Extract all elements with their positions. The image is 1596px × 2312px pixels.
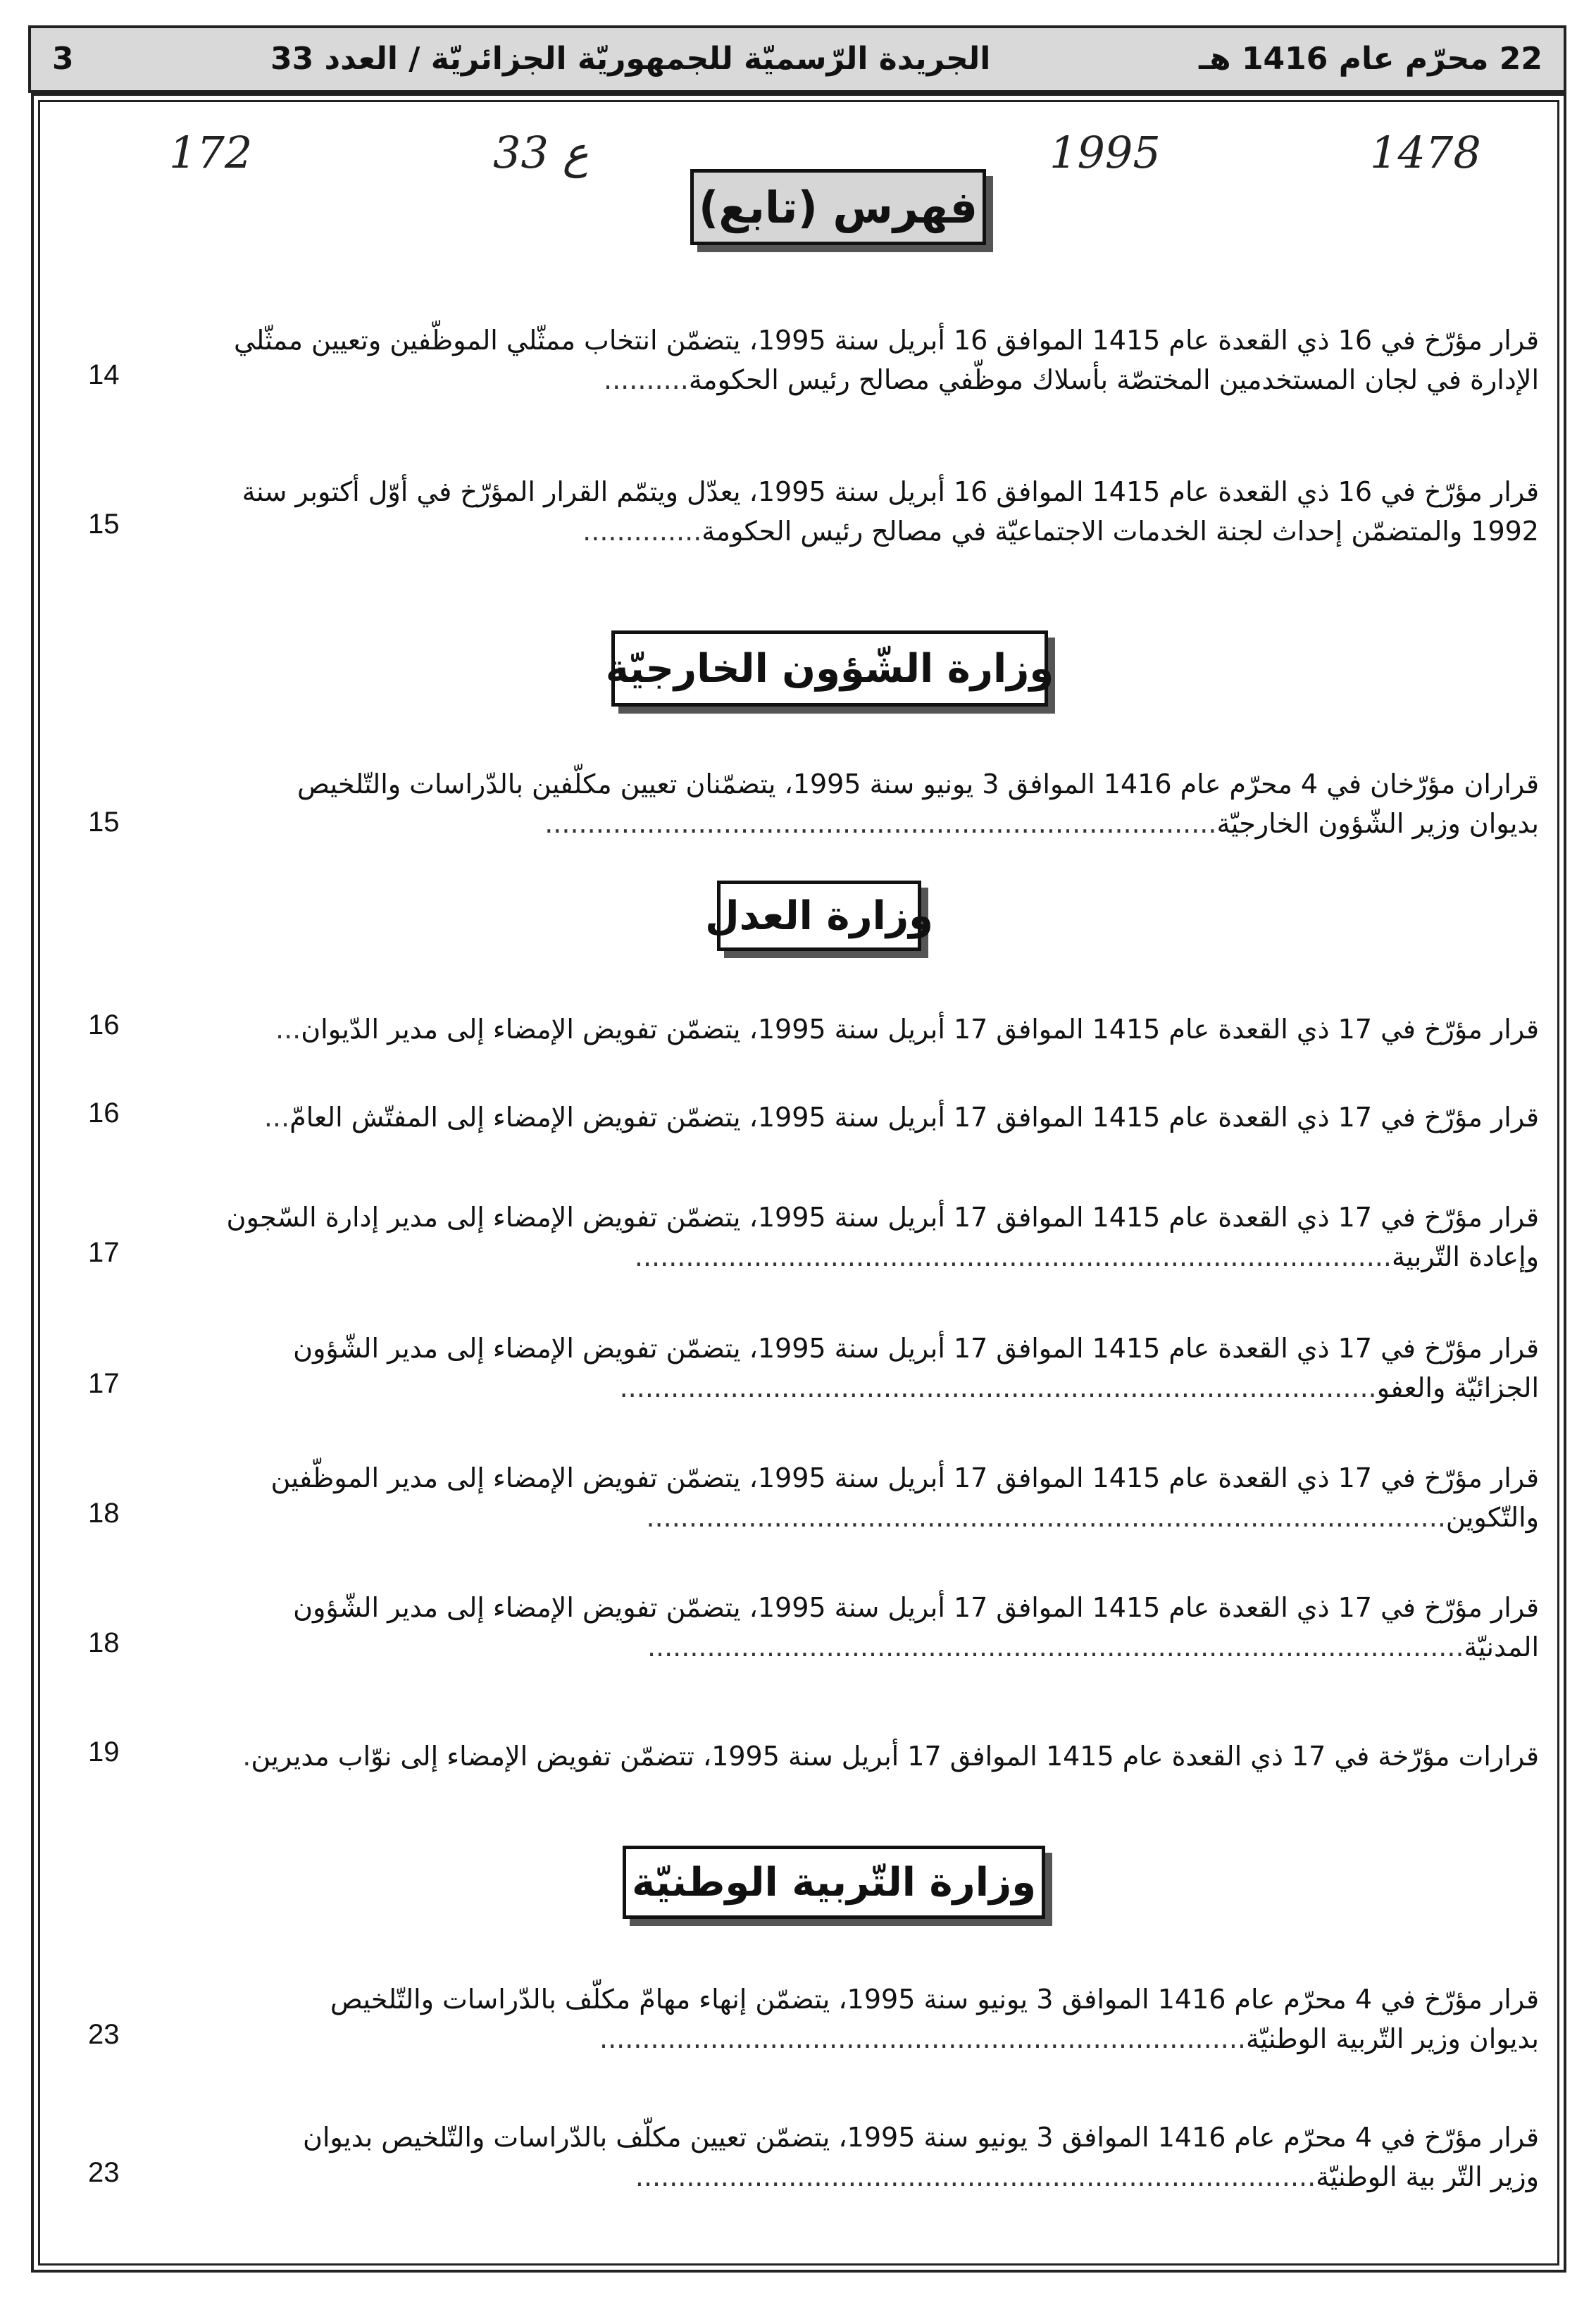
page-ref: 19: [88, 1736, 120, 1767]
page-ref: 15: [88, 509, 120, 540]
entry-line: قرار مؤرّخ في 17 ذي القعدة عام 1415 الموافق 17 أبريل سنة 1995، يتضمّن تفويض الإمضاء إلى مدير الدّيوان: [301, 1014, 1539, 1045]
page-ref: 17: [88, 1368, 120, 1399]
entry-line: قرارات مؤرّخة في 17 ذي القعدة عام 1415 الموافق 17 أبريل سنة 1995، تتضمّن تفويض الإمضاء إلى نوّاب مديرين: [251, 1741, 1539, 1772]
page-ref: 23: [88, 2019, 120, 2050]
page-ref: 16: [88, 1098, 120, 1129]
toc-entry: قرار مؤرّخ في 17 ذي القعدة عام 1415 الموافق 17 أبريل سنة 1995، يتضمّن تفويض الإمضاء إلى مدير الموظّفين والتّكوين..............................................................................................: [85, 1458, 1539, 1537]
section-heading: وزارة الشّؤون الخارجيّة: [611, 630, 1048, 707]
entry-line: قرار مؤرّخ في 17 ذي القعدة عام 1415 الموافق 17 أبريل سنة 1995، يتضمّن تفويض الإمضاء إلى مدير الموظّفين: [270, 1462, 1539, 1493]
page-title: فهرس (تابع): [690, 169, 986, 245]
entry-line: وزير التّر بية الوطنيّة: [1316, 2161, 1539, 2192]
toc-entry: قرار مؤرّخ في 4 محرّم عام 1416 الموافق 3 يونيو سنة 1995، يتضمّن تعيين مكلّف بالدّراسات والتّلخيص بديوان وزير التّر بية الوطنيّة................................................................................: [85, 2118, 1539, 2196]
toc-entry: قرار مؤرّخ في 16 ذي القعدة عام 1415 الموافق 16 أبريل سنة 1995، يعدّل ويتمّم القرار المؤرّخ في أوّل أكتوبر سنة 1992 والمتضمّن إحداث لجنة الخدمات الاجتماعيّة في مصالح رئيس الحكومة..............: [85, 472, 1539, 551]
entry-line: والتّكوين: [1445, 1502, 1539, 1533]
handwritten-note: 1995: [1049, 127, 1161, 178]
toc-entry: قراران مؤرّخان في 4 محرّم عام 1416 الموافق 3 يونيو سنة 1995، يتضمّنان تعيين مكلّفين بالدّراسات والتّلخيص بديوان وزير الشّؤون الخارجيّة...............................................................................: [85, 764, 1539, 843]
toc-entry: قرار مؤرّخ في 17 ذي القعدة عام 1415 الموافق 17 أبريل سنة 1995، يتضمّن تفويض الإمضاء إلى مدير الشّؤون المدنيّة................................................................................................: [85, 1588, 1539, 1667]
entry-line: المدنيّة: [1464, 1632, 1539, 1662]
entry-line: قرار مؤرّخ في 16 ذي القعدة عام 1415 الموافق 16 أبريل سنة 1995، يعدّل ويتمّم القرار المؤرّخ في أوّل أكتوبر سنة: [242, 476, 1539, 507]
handwritten-note: 1478: [1370, 127, 1481, 178]
toc-entry: قرار مؤرّخ في 4 محرّم عام 1416 الموافق 3 يونيو سنة 1995، يتضمّن إنهاء مهامّ مكلّف بالدّراسات والتّلخيص بديوان وزير التّربية الوطنيّة............................................................................: [85, 1980, 1539, 2058]
page-ref: 18: [88, 1627, 120, 1658]
page-ref: 17: [88, 1237, 120, 1268]
section-heading: وزارة التّربية الوطنيّة: [623, 1846, 1045, 1919]
page-ref: 18: [88, 1498, 120, 1529]
toc-entry: قرار مؤرّخ في 17 ذي القعدة عام 1415 الموافق 17 أبريل سنة 1995، يتضمّن تفويض الإمضاء إلى مدير الشّؤون الجزائيّة والعفو.........................................................................................: [85, 1329, 1539, 1407]
page-header: [28, 25, 1566, 93]
toc-entry: قرار مؤرّخ في 17 ذي القعدة عام 1415 الموافق 17 أبريل سنة 1995، يتضمّن تفويض الإمضاء إلى المفتّش العامّ...: [263, 1102, 1539, 1133]
page-frame: [31, 93, 1566, 2273]
page-ref: 14: [88, 359, 120, 390]
page-ref: 15: [88, 807, 120, 838]
toc-entry: قرارات مؤرّخة في 17 ذي القعدة عام 1415 الموافق 17 أبريل سنة 1995، تتضمّن تفويض الإمضاء إلى نوّاب مديرين.: [242, 1741, 1539, 1772]
handwritten-note: 172: [169, 127, 253, 178]
entry-line: بديوان وزير التّربية الوطنيّة: [1246, 2023, 1539, 2054]
entry-line: قرار مؤرّخ في 4 محرّم عام 1416 الموافق 3 يونيو سنة 1995، يتضمّن إنهاء مهامّ مكلّف بالدّراسات والتّلخيص: [330, 1984, 1539, 2015]
entry-line: قرار مؤرّخ في 17 ذي القعدة عام 1415 الموافق 17 أبريل سنة 1995، يتضمّن تفويض الإمضاء إلى مدير الشّؤون: [293, 1333, 1539, 1364]
page-ref: 16: [88, 1009, 120, 1040]
page-number: 3: [52, 41, 74, 77]
entry-line: قرار مؤرّخ في 17 ذي القعدة عام 1415 الموافق 17 أبريل سنة 1995، يتضمّن تفويض الإمضاء إلى مدير إدارة السّجون: [226, 1202, 1539, 1233]
entry-line: الجزائيّة والعفو: [1376, 1372, 1539, 1403]
entry-line: الإدارة في لجان المستخدمين المختصّة بأسلاك موظّفي مصالح رئيس الحكومة: [688, 364, 1539, 395]
entry-line: وإعادة التّربية: [1391, 1241, 1539, 1272]
section-heading: وزارة العدل: [717, 881, 921, 951]
entry-line: بديوان وزير الشّؤون الخارجيّة: [1216, 808, 1539, 839]
entry-line: قراران مؤرّخان في 4 محرّم عام 1416 الموافق 3 يونيو سنة 1995، يتضمّنان تعيين مكلّفين بالدّراسات والتّلخيص: [297, 769, 1539, 800]
entry-line: 1992 والمتضمّن إحداث لجنة الخدمات الاجتماعيّة في مصالح رئيس الحكومة: [702, 516, 1539, 547]
toc-entry: قرار مؤرّخ في 16 ذي القعدة عام 1415 الموافق 16 أبريل سنة 1995، يتضمّن انتخاب ممثّلي الموظّفين وتعيين ممثّلي الإدارة في لجان المستخدمين المختصّة بأسلاك موظّفي مصالح رئيس الحكومة..........: [85, 321, 1539, 399]
entry-line: قرار مؤرّخ في 4 محرّم عام 1416 الموافق 3 يونيو سنة 1995، يتضمّن تعيين مكلّف بالدّراسات والتّلخيص بديوان: [302, 2122, 1539, 2153]
handwritten-note: 33 ع: [493, 127, 589, 178]
entry-line: قرار مؤرّخ في 17 ذي القعدة عام 1415 الموافق 17 أبريل سنة 1995، يتضمّن تفويض الإمضاء إلى مدير الشّؤون: [293, 1592, 1539, 1623]
entry-line: قرار مؤرّخ في 16 ذي القعدة عام 1415 الموافق 16 أبريل سنة 1995، يتضمّن انتخاب ممثّلي الموظّفين وتعيين ممثّلي: [233, 325, 1539, 356]
entry-line: قرار مؤرّخ في 17 ذي القعدة عام 1415 الموافق 17 أبريل سنة 1995، يتضمّن تفويض الإمضاء إلى المفتّش العامّ: [289, 1102, 1539, 1133]
page-ref: 23: [88, 2157, 120, 2188]
issue-date: 22 محرّم عام 1416 هـ: [1199, 41, 1542, 77]
toc-entry: قرار مؤرّخ في 17 ذي القعدة عام 1415 الموافق 17 أبريل سنة 1995، يتضمّن تفويض الإمضاء إلى مدير إدارة السّجون وإعادة التّربية.........................................................................................: [85, 1198, 1539, 1276]
journal-title: الجريدة الرّسميّة للجمهوريّة الجزائريّة / العدد 33: [270, 41, 991, 77]
toc-entry: قرار مؤرّخ في 17 ذي القعدة عام 1415 الموافق 17 أبريل سنة 1995، يتضمّن تفويض الإمضاء إلى مدير الدّيوان...: [275, 1014, 1539, 1045]
